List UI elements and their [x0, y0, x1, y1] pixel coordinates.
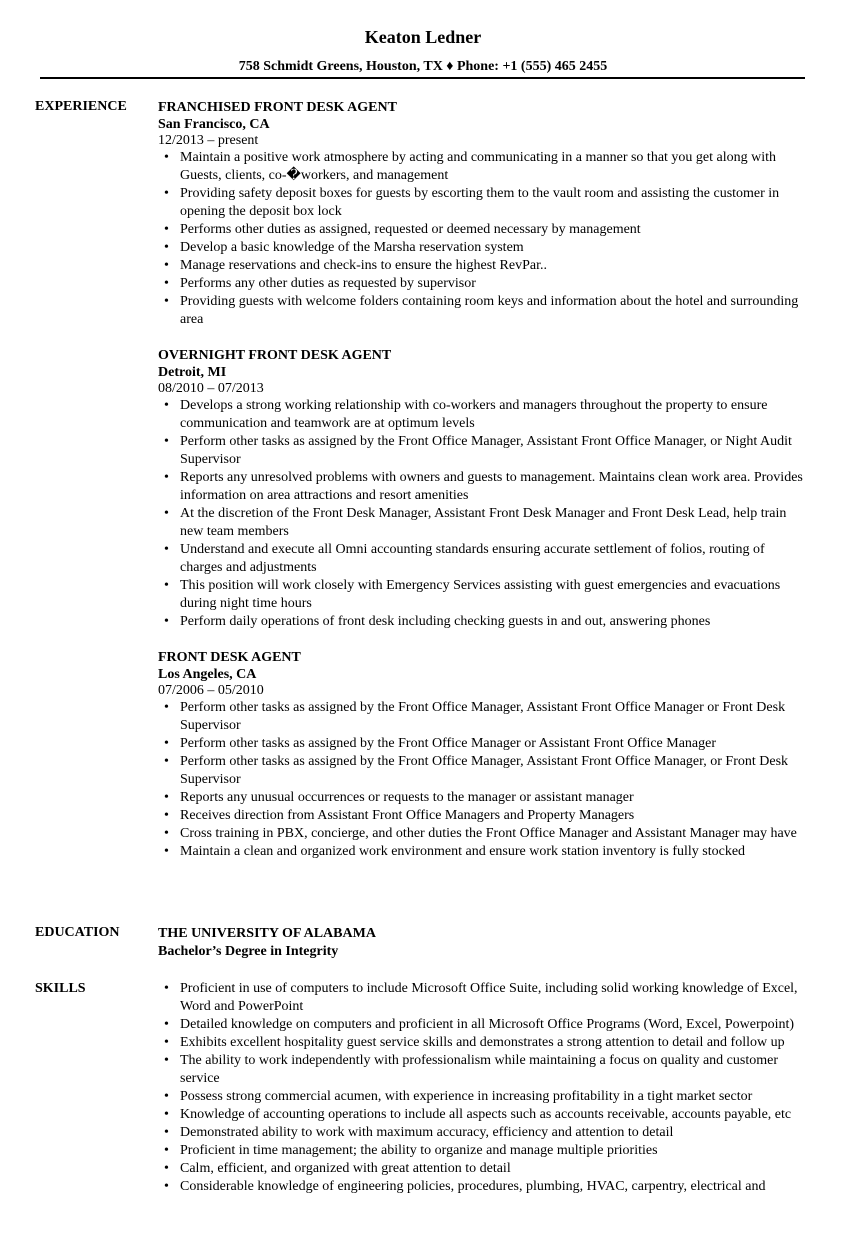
- candidate-name: Keaton Ledner: [364, 27, 482, 47]
- skill-item: • The ability to work independently with professionalism while maintaining a focus on quality and customer service: [180, 1052, 807, 1088]
- bullet-item: • At the discretion of the Front Desk Manager, Assistant Front Desk Manager and Front Desk Lead, help train new team members: [180, 505, 807, 541]
- job-location: Detroit, MI: [158, 365, 227, 380]
- experience-heading: EXPERIENCE: [35, 99, 127, 114]
- job-dates: 12/2013 – present: [158, 133, 259, 148]
- skill-item: • Proficient in use of computers to include Microsoft Office Suite, including solid working knowledge of Excel, Word and PowerPoint: [180, 980, 807, 1016]
- contact-line: 758 Schmidt Greens, Houston, TX ♦ Phone: +1 (555) 465 2455: [238, 59, 608, 74]
- experience-section: [35, 98, 807, 879]
- skill-item: • Possess strong commercial acumen, with experience in increasing profitability in a tight market sector: [180, 1088, 807, 1106]
- bullet-item: • Performs other duties as assigned, requested or deemed necessary by management: [180, 221, 807, 239]
- skill-item: • Exhibits excellent hospitality guest service skills and demonstrates a strong attention to detail and follow up: [180, 1034, 807, 1052]
- bullet-item: • Perform other tasks as assigned by the Front Office Manager, Assistant Front Office Manager, or Front Desk Supervisor: [180, 753, 807, 789]
- skill-item: • Calm, efficient, and organized with great attention to detail: [180, 1160, 807, 1178]
- job-title: FRONT DESK AGENT: [158, 650, 301, 665]
- bullet-item: • Performs any other duties as requested by supervisor: [180, 275, 807, 293]
- job-title: FRANCHISED FRONT DESK AGENT: [158, 100, 397, 115]
- experience-jobs: [158, 99, 807, 861]
- job-entry: [158, 649, 807, 861]
- job-location: Los Angeles, CA: [158, 667, 257, 682]
- bullet-item: • Providing safety deposit boxes for guests by escorting them to the vault room and assisting the customer in opening the deposit box lock: [180, 185, 807, 221]
- education-heading: EDUCATION: [35, 925, 120, 940]
- skill-item: • Proficient in time management; the ability to organize and manage multiple priorities: [180, 1142, 807, 1160]
- education-degree: Bachelor’s Degree in Integrity: [158, 944, 339, 959]
- skill-item: • Demonstrated ability to work with maximum accuracy, efficiency and attention to detail: [180, 1124, 807, 1142]
- bullet-item: • Perform other tasks as assigned by the Front Office Manager or Assistant Front Office Manager: [180, 735, 807, 753]
- bullet-item: • Perform other tasks as assigned by the Front Office Manager, Assistant Front Office Manager, or Night Audit Supervisor: [180, 433, 807, 469]
- bullet-item: • Maintain a positive work atmosphere by acting and communicating in a manner so that you get along with Guests, clients, co-�workers, and management: [180, 149, 807, 185]
- job-entry: [158, 347, 807, 631]
- bullet-item: • Cross training in PBX, concierge, and other duties the Front Office Manager and Assistant Manager may have: [180, 825, 807, 843]
- bullet-item: • Perform daily operations of front desk including checking guests in and out, answering phones: [180, 613, 807, 631]
- job-bullets: [158, 397, 807, 631]
- job-dates: 07/2006 – 05/2010: [158, 683, 264, 698]
- bullet-item: • This position will work closely with Emergency Services assisting with guest emergencies and evacuations during night time hours: [180, 577, 807, 613]
- bullet-item: • Reports any unusual occurrences or requests to the manager or assistant manager: [180, 789, 807, 807]
- header-divider: [40, 77, 805, 79]
- bullet-item: • Develops a strong working relationship with co-workers and managers throughout the property to ensure communication and teamwork are at optimum levels: [180, 397, 807, 433]
- job-location: San Francisco, CA: [158, 117, 270, 132]
- education-school: THE UNIVERSITY OF ALABAMA: [158, 926, 376, 941]
- skill-item: • Detailed knowledge on computers and proficient in all Microsoft Office Programs (Word, Excel, Powerpoint): [180, 1016, 807, 1034]
- job-entry: [158, 99, 807, 329]
- bullet-item: • Manage reservations and check-ins to ensure the highest RevPar..: [180, 257, 807, 275]
- bullet-item: • Understand and execute all Omni accounting standards ensuring accurate settlement of folios, routing of charges and adjustments: [180, 541, 807, 577]
- bullet-item: • Receives direction from Assistant Front Office Managers and Property Managers: [180, 807, 807, 825]
- skill-item: • Knowledge of accounting operations to include all aspects such as accounts receivable, accounts payable, etc: [180, 1106, 807, 1124]
- skills-heading: SKILLS: [35, 981, 86, 996]
- skills-section: [35, 980, 807, 1196]
- job-bullets: [158, 699, 807, 861]
- bullet-item: • Maintain a clean and organized work environment and ensure work station inventory is fully stocked: [180, 843, 807, 861]
- job-bullets: [158, 149, 807, 329]
- skills-list: [158, 980, 807, 1196]
- job-dates: 08/2010 – 07/2013: [158, 381, 264, 396]
- bullet-item: • Providing guests with welcome folders containing room keys and information about the hotel and surrounding area: [180, 293, 807, 329]
- skill-item: • Considerable knowledge of engineering policies, procedures, plumbing, HVAC, carpentry, electrical and: [180, 1178, 807, 1196]
- education-section: [35, 924, 807, 961]
- job-title: OVERNIGHT FRONT DESK AGENT: [158, 348, 392, 363]
- bullet-item: • Develop a basic knowledge of the Marsha reservation system: [180, 239, 807, 257]
- bullet-item: • Reports any unresolved problems with owners and guests to management. Maintains clean work area. Provides information on area attractions and resort amenities: [180, 469, 807, 505]
- bullet-item: • Perform other tasks as assigned by the Front Office Manager, Assistant Front Office Manager or Front Desk Supervisor: [180, 699, 807, 735]
